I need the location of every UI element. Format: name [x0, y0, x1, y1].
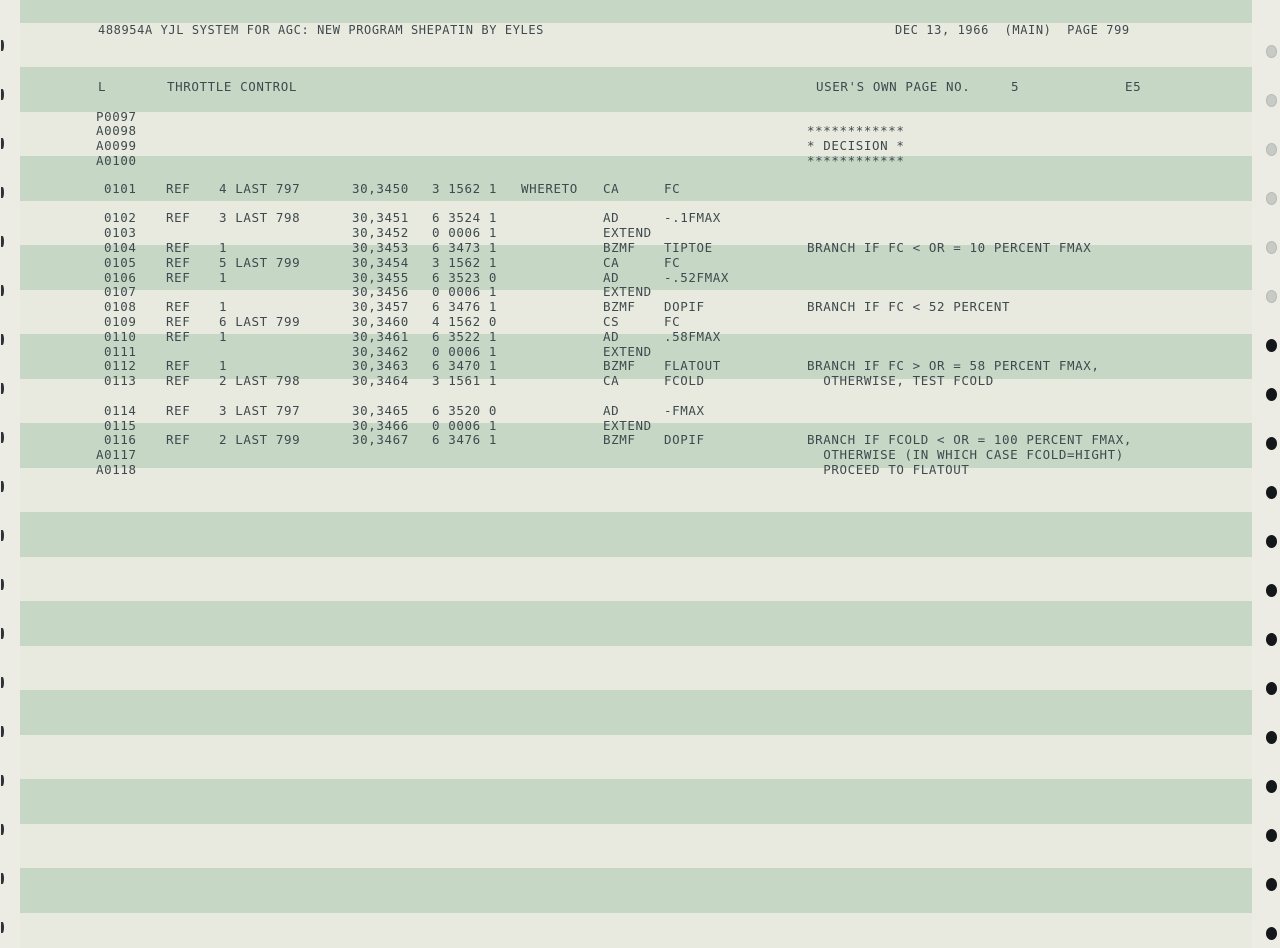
row-code: 6 3470 1: [432, 358, 498, 373]
row-addr: 30,3452: [352, 225, 409, 240]
row-code: 6 3476 1: [432, 432, 498, 447]
right-sprocket-hole: [1266, 486, 1277, 499]
section-code: E5: [1125, 79, 1142, 94]
left-sprocket-hole: [1, 481, 4, 492]
row-seq: 0109: [104, 314, 137, 329]
row-ref: REF: [166, 270, 191, 285]
row-seq: P0097: [96, 109, 137, 124]
right-sprocket-hole: [1266, 829, 1277, 842]
left-sprocket-hole: [1, 187, 4, 198]
row-seq: 0111: [104, 344, 137, 359]
right-sprocket-hole: [1266, 878, 1277, 891]
row-operand: DOPIF: [664, 299, 705, 314]
row-ref: REF: [166, 299, 191, 314]
row-addr: 30,3466: [352, 418, 409, 433]
row-comment: BRANCH IF FC < 52 PERCENT: [807, 299, 1011, 314]
right-sprocket-hole: [1266, 94, 1277, 107]
section-title: THROTTLE CONTROL: [167, 79, 298, 94]
row-op: AD: [603, 329, 620, 344]
green-bar: [20, 779, 1252, 824]
right-sprocket-hole: [1266, 633, 1277, 646]
left-sprocket-hole: [1, 628, 4, 639]
row-seq: 0103: [104, 225, 137, 240]
row-op: CA: [603, 181, 620, 196]
row-code: 6 3473 1: [432, 240, 498, 255]
row-addr: 30,3453: [352, 240, 409, 255]
row-code: 3 1562 1: [432, 255, 498, 270]
green-bar: [20, 156, 1252, 201]
row-code: 0 0006 1: [432, 418, 498, 433]
listing-header-date-page: DEC 13, 1966 (MAIN) PAGE 799: [895, 23, 1130, 37]
row-seq: 0110: [104, 329, 137, 344]
row-refinfo: 1: [219, 240, 228, 255]
row-ref: REF: [166, 181, 191, 196]
left-sprocket-hole: [1, 89, 4, 100]
row-operand: -.52FMAX: [664, 270, 730, 285]
left-sprocket-hole: [1, 579, 4, 590]
row-comment: * DECISION *: [807, 138, 905, 153]
row-comment: OTHERWISE (IN WHICH CASE FCOLD=HIGHT): [807, 447, 1124, 462]
row-addr: 30,3456: [352, 284, 409, 299]
users-page-number: 5: [1011, 79, 1020, 94]
row-seq: 0105: [104, 255, 137, 270]
row-op: CA: [603, 373, 620, 388]
row-code: 3 1561 1: [432, 373, 498, 388]
left-sprocket-hole: [1, 530, 4, 541]
row-ref: REF: [166, 240, 191, 255]
row-ref: REF: [166, 432, 191, 447]
row-operand: -.1FMAX: [664, 210, 721, 225]
row-seq: 0115: [104, 418, 137, 433]
row-addr: 30,3455: [352, 270, 409, 285]
row-addr: 30,3465: [352, 403, 409, 418]
row-seq: 0116: [104, 432, 137, 447]
row-ref: REF: [166, 358, 191, 373]
row-seq: 0114: [104, 403, 137, 418]
row-op: BZMF: [603, 299, 636, 314]
row-op: CA: [603, 255, 620, 270]
right-sprocket-hole: [1266, 192, 1277, 205]
row-addr: 30,3454: [352, 255, 409, 270]
row-addr: 30,3462: [352, 344, 409, 359]
right-tractor-edge: [1252, 0, 1280, 948]
row-refinfo: 4 LAST 797: [219, 181, 301, 196]
row-seq: 0108: [104, 299, 137, 314]
left-sprocket-hole: [1, 40, 4, 51]
row-refinfo: 2 LAST 799: [219, 432, 301, 447]
row-code: 6 3524 1: [432, 210, 498, 225]
right-sprocket-hole: [1266, 45, 1277, 58]
left-sprocket-hole: [1, 922, 4, 933]
row-operand: DOPIF: [664, 432, 705, 447]
right-sprocket-hole: [1266, 682, 1277, 695]
row-addr: 30,3460: [352, 314, 409, 329]
row-comment: ************: [807, 123, 905, 138]
row-seq: 0106: [104, 270, 137, 285]
row-addr: 30,3463: [352, 358, 409, 373]
row-seq: 0112: [104, 358, 137, 373]
row-op: BZMF: [603, 358, 636, 373]
right-sprocket-hole: [1266, 437, 1277, 450]
row-operand: FCOLD: [664, 373, 705, 388]
green-bar: [20, 690, 1252, 735]
row-seq: 0107: [104, 284, 137, 299]
row-addr: 30,3461: [352, 329, 409, 344]
row-ref: REF: [166, 210, 191, 225]
row-refinfo: 1: [219, 299, 228, 314]
row-comment: PROCEED TO FLATOUT: [807, 462, 970, 477]
row-op: BZMF: [603, 240, 636, 255]
row-op: AD: [603, 210, 620, 225]
row-op: BZMF: [603, 432, 636, 447]
left-sprocket-hole: [1, 824, 4, 835]
users-page-label: USER'S OWN PAGE NO.: [816, 79, 971, 94]
row-ref: REF: [166, 329, 191, 344]
row-seq: A0098: [96, 123, 137, 138]
row-comment: ************: [807, 153, 905, 168]
row-refinfo: 1: [219, 329, 228, 344]
row-code: 6 3522 1: [432, 329, 498, 344]
row-op: EXTEND: [603, 225, 652, 240]
left-sprocket-hole: [1, 334, 4, 345]
row-operand: FC: [664, 255, 681, 270]
right-sprocket-hole: [1266, 584, 1277, 597]
green-bar: [20, 0, 1252, 23]
right-sprocket-hole: [1266, 780, 1277, 793]
left-sprocket-hole: [1, 677, 4, 688]
row-code: 0 0006 1: [432, 344, 498, 359]
row-seq: A0099: [96, 138, 137, 153]
left-sprocket-hole: [1, 432, 4, 443]
row-comment: OTHERWISE, TEST FCOLD: [807, 373, 994, 388]
section-marker: L: [98, 79, 107, 94]
right-sprocket-hole: [1266, 927, 1277, 940]
row-op: EXTEND: [603, 284, 652, 299]
right-sprocket-hole: [1266, 143, 1277, 156]
left-sprocket-hole: [1, 383, 4, 394]
right-sprocket-hole: [1266, 339, 1277, 352]
row-seq: 0104: [104, 240, 137, 255]
row-operand: FC: [664, 314, 681, 329]
left-sprocket-hole: [1, 726, 4, 737]
left-sprocket-hole: [1, 138, 4, 149]
left-sprocket-hole: [1, 873, 4, 884]
row-op: AD: [603, 403, 620, 418]
row-code: 6 3476 1: [432, 299, 498, 314]
row-ref: REF: [166, 255, 191, 270]
row-refinfo: 2 LAST 798: [219, 373, 301, 388]
row-refinfo: 3 LAST 797: [219, 403, 301, 418]
row-operand: FC: [664, 181, 681, 196]
row-operand: FLATOUT: [664, 358, 721, 373]
row-op: AD: [603, 270, 620, 285]
left-sprocket-hole: [1, 236, 4, 247]
row-addr: 30,3467: [352, 432, 409, 447]
green-bar: [20, 601, 1252, 646]
row-addr: 30,3451: [352, 210, 409, 225]
row-addr: 30,3450: [352, 181, 409, 196]
green-bar: [20, 868, 1252, 913]
listing-header-title: 488954A YJL SYSTEM FOR AGC: NEW PROGRAM SHEPATIN BY EYLES: [98, 23, 545, 37]
row-ref: REF: [166, 403, 191, 418]
right-sprocket-hole: [1266, 241, 1277, 254]
row-comment: BRANCH IF FCOLD < OR = 100 PERCENT FMAX,: [807, 432, 1133, 447]
row-operand: .58FMAX: [664, 329, 721, 344]
row-code: 4 1562 0: [432, 314, 498, 329]
row-op: CS: [603, 314, 620, 329]
row-op: EXTEND: [603, 418, 652, 433]
row-seq: A0117: [96, 447, 137, 462]
row-op: EXTEND: [603, 344, 652, 359]
row-seq: 0102: [104, 210, 137, 225]
row-comment: BRANCH IF FC < OR = 10 PERCENT FMAX: [807, 240, 1092, 255]
row-code: 0 0006 1: [432, 225, 498, 240]
left-sprocket-hole: [1, 285, 4, 296]
row-code: 3 1562 1: [432, 181, 498, 196]
row-seq: 0113: [104, 373, 137, 388]
row-ref: REF: [166, 314, 191, 329]
row-comment: BRANCH IF FC > OR = 58 PERCENT FMAX,: [807, 358, 1100, 373]
row-refinfo: 3 LAST 798: [219, 210, 301, 225]
row-seq: 0101: [104, 181, 137, 196]
row-operand: -FMAX: [664, 403, 705, 418]
row-seq: A0100: [96, 153, 137, 168]
row-ref: REF: [166, 373, 191, 388]
right-sprocket-hole: [1266, 290, 1277, 303]
row-addr: 30,3457: [352, 299, 409, 314]
green-bar: [20, 512, 1252, 557]
row-addr: 30,3464: [352, 373, 409, 388]
row-refinfo: 5 LAST 799: [219, 255, 301, 270]
row-operand: TIPTOE: [664, 240, 713, 255]
row-label: WHERETO: [521, 181, 578, 196]
right-sprocket-hole: [1266, 388, 1277, 401]
right-sprocket-hole: [1266, 535, 1277, 548]
row-seq: A0118: [96, 462, 137, 477]
row-code: 0 0006 1: [432, 284, 498, 299]
row-refinfo: 6 LAST 799: [219, 314, 301, 329]
row-code: 6 3520 0: [432, 403, 498, 418]
printout-paper: [20, 0, 1252, 948]
row-refinfo: 1: [219, 358, 228, 373]
right-sprocket-hole: [1266, 731, 1277, 744]
row-code: 6 3523 0: [432, 270, 498, 285]
left-sprocket-hole: [1, 775, 4, 786]
row-refinfo: 1: [219, 270, 228, 285]
